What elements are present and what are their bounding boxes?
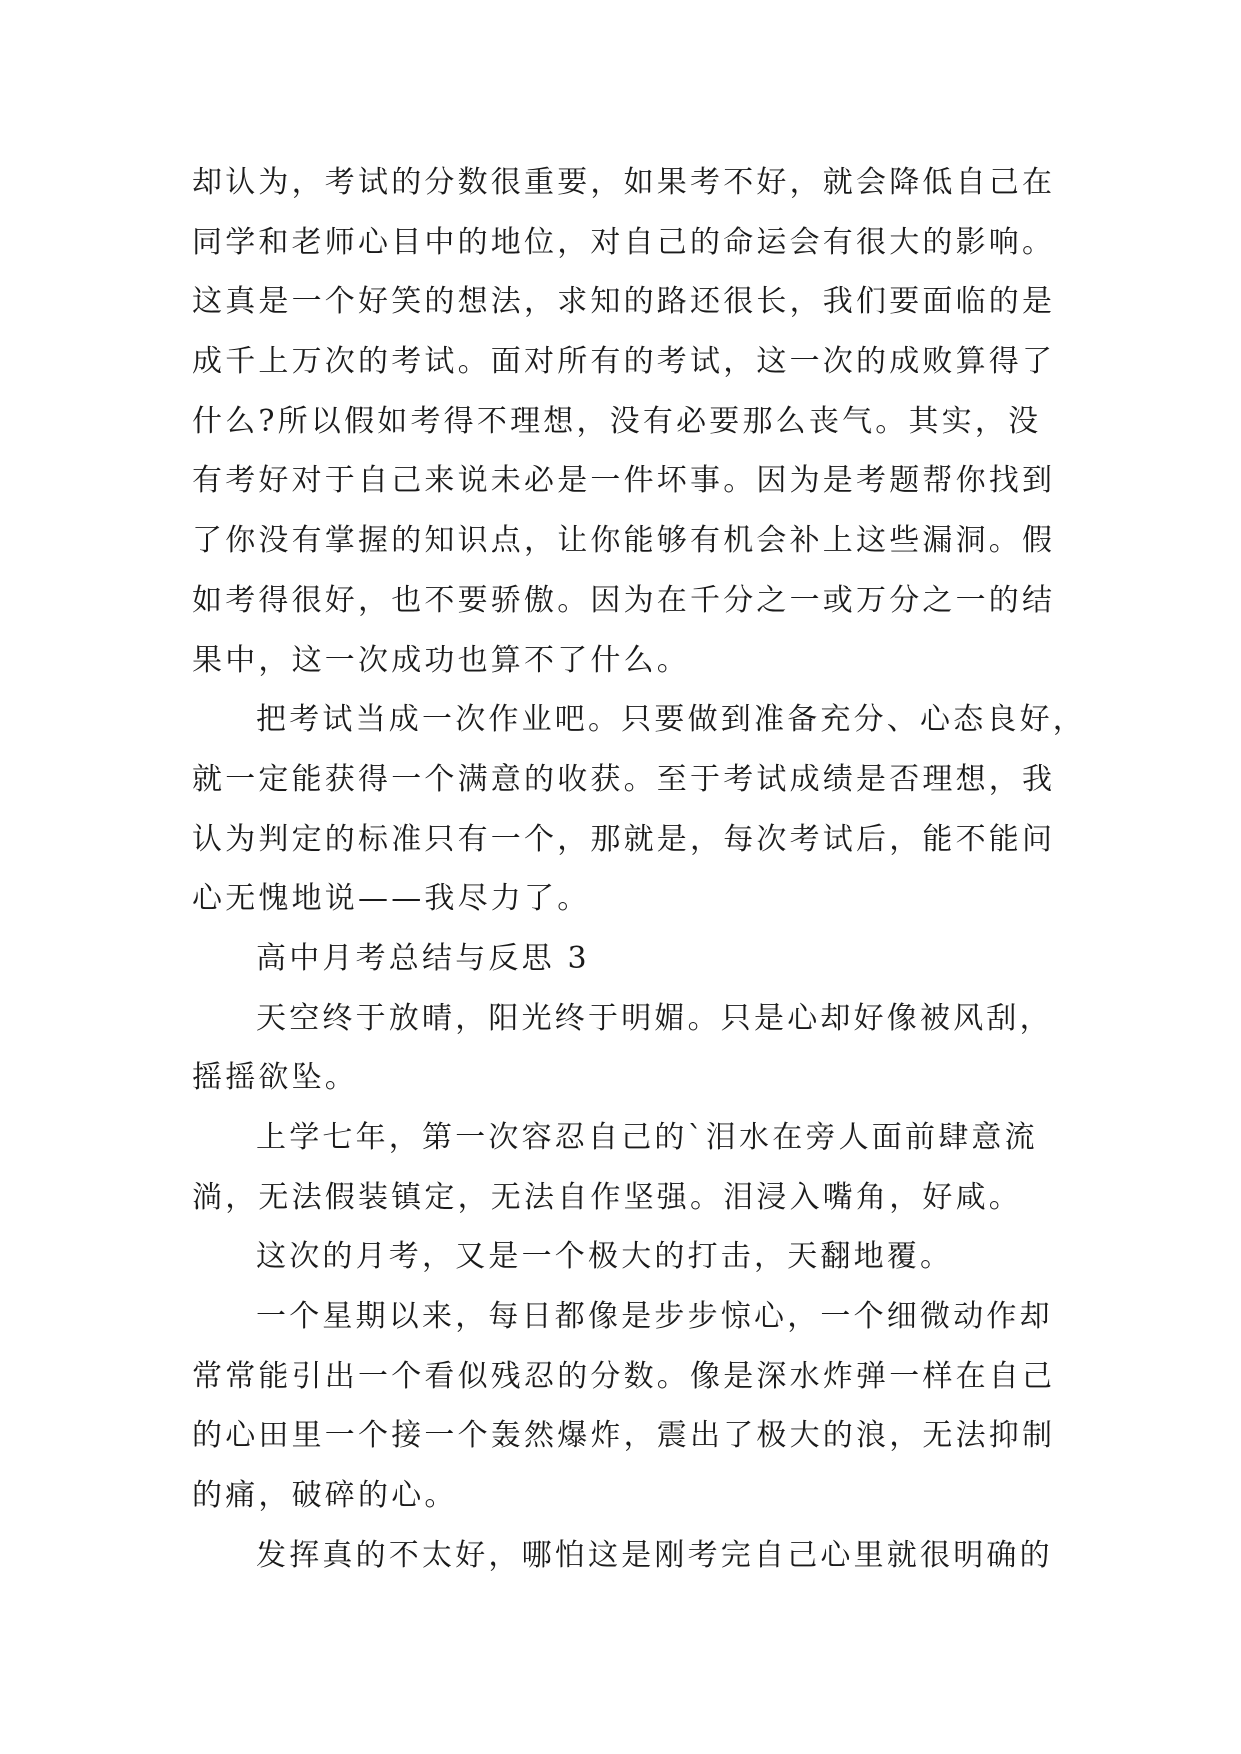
text-line: 了你没有掌握的知识点，让你能够有机会补上这些漏洞。假 [192,523,1056,559]
paragraph-first-line: 把考试当成一次作业吧。只要做到准备充分、心态良好， [256,702,1086,738]
text-line: 的痛，破碎的心。 [192,1478,458,1514]
text-line: 淌，无法假装镇定，无法自作坚强。泪浸入嘴角，好咸。 [192,1179,1022,1215]
text-line: 果中，这一次成功也算不了什么。 [192,642,690,678]
paragraph-first-line: 天空终于放晴，阳光终于明媚。只是心却好像被风刮， [256,1000,1053,1036]
text-line: 常常能引出一个看似残忍的分数。像是深水炸弹一样在自己 [192,1358,1056,1394]
text-line: 成千上万次的考试。面对所有的考试，这一次的成败算得了 [192,344,1056,380]
text-line: 认为判定的标准只有一个，那就是，每次考试后，能不能问 [192,821,1056,857]
text-line: 却认为，考试的分数很重要，如果考不好，就会降低自己在 [192,165,1056,200]
document-body [192,153,1086,1586]
paragraph-first-line: 上学七年，第一次容忍自己的`泪水在旁人面前肆意流 [256,1120,1038,1155]
text-line: 有考好对于自己来说未必是一件坏事。因为是考题帮你找到 [192,463,1056,499]
text-line: 这真是一个好笑的想法，求知的路还很长，我们要面临的是 [192,284,1056,320]
text-line: 同学和老师心目中的地位，对自己的命运会有很大的影响。 [192,224,1056,260]
text-line: 就一定能获得一个满意的收获。至于考试成绩是否理想，我 [192,761,1056,797]
paragraph-first-line: 发挥真的不太好，哪怕这是刚考完自己心里就很明确的 [256,1537,1053,1573]
text-line: 的心田里一个接一个轰然爆炸，震出了极大的浪，无法抑制 [192,1418,1056,1454]
paragraph-first-line: 高中月考总结与反思 3 [256,940,590,976]
text-line: 什么?所以假如考得不理想，没有必要那么丧气。其实，没 [192,403,1042,439]
text-line: 如考得很好，也不要骄傲。因为在千分之一或万分之一的结 [192,582,1056,618]
paragraph-first-line: 这次的月考，又是一个极大的打击，天翻地覆。 [256,1239,954,1275]
text-line: 心无愧地说——我尽力了。 [192,881,591,917]
text-line: 摇摇欲坠。 [192,1060,358,1096]
paragraph-first-line: 一个星期以来，每日都像是步步惊心，一个细微动作却 [256,1299,1053,1335]
